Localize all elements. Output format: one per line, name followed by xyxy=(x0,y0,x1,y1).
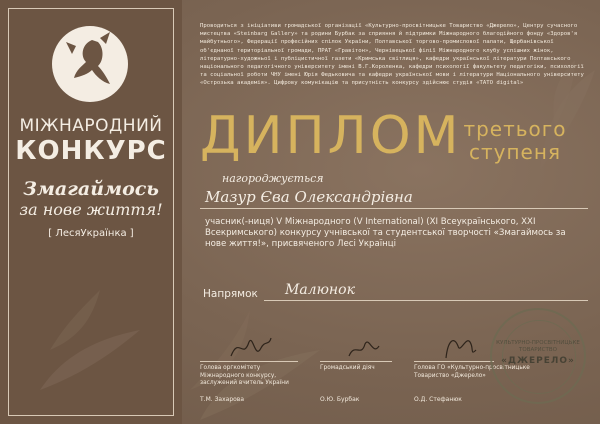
organization-stamp xyxy=(490,308,586,404)
direction-label: Напрямок xyxy=(203,288,258,300)
intro-paragraph: Проводиться з ініціативи громадської організації «Культурно-просвітницьке Товариство «Джерело», Центру сучасного мистецтва «Steinbarg Gallery» та родини Бурбак за сприяння й підтримки Міжнародного благодійного фонду «Здоров'я майбутнього», Федерації професійних спілок України, Полтавської торгово-промислової палати, Щербанівської об'єднаної територіальної громади, ПРАТ «Гравітон», Чернівецької філії Міжнародного клубу успішних жінок, літературно-художньої і публіцистичної газети «Кримська світлиця», кафедри української літератури Полтавського національного педагогічного університету імені В.Г.Короленка, кафедри психології факультету педагогіки, психології та соціальної роботи ЧНУ імені Юрія Федьковича та кафедри української мови і літератури Національного університету «Острозька академія». Цифрову комунікацію та присутність конкурсу здійснює студія «TATO digital» xyxy=(200,23,584,87)
signature-2-role: Громадський діяч xyxy=(320,365,375,371)
contest-title-line2: КОНКУРС xyxy=(15,136,167,166)
contest-title-line1: МІЖНАРОДНИЙ xyxy=(19,116,163,136)
woman-profile-logo-icon xyxy=(52,26,128,102)
signature-3-role: Голова ГО «Культурно-просвітницьке Товариство «Джерело» xyxy=(414,365,530,379)
signature-1-role: Голова оргкомітету Міжнародного конкурсу, заслужений вчитель України xyxy=(200,365,289,386)
leaf-decoration-icon xyxy=(20,280,160,400)
stamp-name: «ДЖЕРЕЛО» xyxy=(501,356,575,366)
awarded-label: нагороджується xyxy=(222,172,324,185)
signature-2-line xyxy=(320,361,392,362)
lesya-ukrainka-tag: [ ЛесяУкраїнка ] xyxy=(48,228,134,239)
stamp-text: КУЛЬТУРНО-ПРОСВІТНИЦЬКЕ ТОВАРИСТВО xyxy=(496,340,580,353)
participant-text: учасник(-ниця) V Міжнародного (V International) (XI Всеукраїнського, XXI Всекримського) конкурсу учнівської та студентської творчості «Змагаймось за нове життя!», присвяченого Лесі Українці xyxy=(205,217,566,249)
direction-value: Малюнок xyxy=(285,282,355,298)
signature-2-name: О.Ю. Бурбак xyxy=(320,396,360,403)
sidebar-panel xyxy=(0,0,182,424)
degree-line1: третього xyxy=(463,117,567,141)
slogan-line1: Змагаймось xyxy=(23,178,159,200)
signature-1-line xyxy=(200,361,298,362)
recipient-name: Мазур Єва Олександрівна xyxy=(205,188,413,206)
signature-1-name: Т.М. Захарова xyxy=(200,396,245,403)
signature-3-line xyxy=(414,361,494,362)
name-underline xyxy=(200,208,588,209)
direction-underline xyxy=(264,300,588,301)
degree-line2: ступеня xyxy=(469,140,561,164)
signature-3-name: О.Д. Стефанюк xyxy=(414,396,462,403)
diploma-title: ДИПЛОМ xyxy=(200,106,462,166)
signature-2-icon xyxy=(345,334,385,364)
slogan-line2: за нове життя! xyxy=(19,200,163,219)
